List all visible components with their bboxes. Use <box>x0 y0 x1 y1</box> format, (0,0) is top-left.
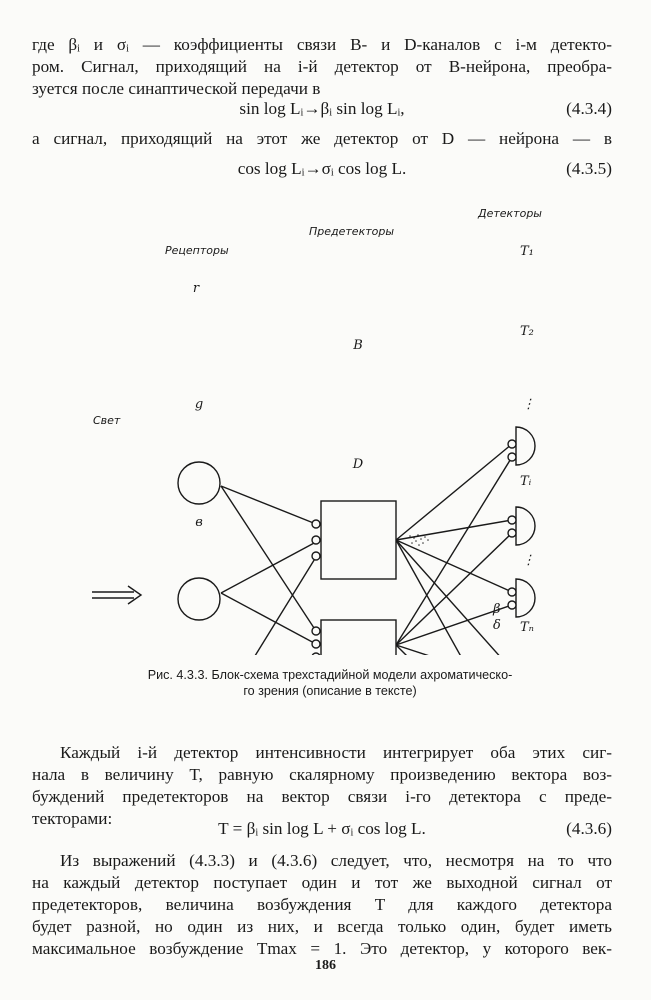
equation-formula: T = βᵢ sin log L + σᵢ cos log L. <box>218 819 426 838</box>
detector-1 <box>508 427 535 465</box>
detector-2 <box>508 507 535 545</box>
connection-line <box>396 444 512 540</box>
receptor-label: g <box>194 397 204 412</box>
page-number: 186 <box>315 958 336 973</box>
detectors-title: Детекторы <box>478 207 542 220</box>
detector-label: Tₙ <box>520 620 534 635</box>
synapse-icon <box>312 536 320 544</box>
text-line: зуется после синаптической передачи в <box>32 79 321 98</box>
receptor-label: в <box>195 515 203 530</box>
legend-delta: δ <box>493 618 501 633</box>
synapse-icon <box>312 520 320 528</box>
receptors-title: Рецепторы <box>165 244 229 257</box>
synapse-icon <box>312 627 320 635</box>
connection-line <box>396 540 512 655</box>
equation-4-3-6 <box>32 818 612 840</box>
text-line: буждений предетекторов на вектор связи i-го детектора с преде- <box>32 787 612 806</box>
equation-4-3-5 <box>32 158 612 180</box>
bottom-paragraph-2 <box>32 850 612 960</box>
top-paragraph <box>32 34 612 100</box>
synapse-icon <box>312 552 320 560</box>
receptor-r <box>178 462 220 504</box>
text-line: на каждый детектор поступает один и тот же выходной сигнал от <box>32 873 612 892</box>
text-line: текторами: <box>32 809 113 828</box>
text-line: ром. Сигнал, приходящий на i-й детектор от B-нейрона, преобра- <box>32 57 612 76</box>
connection-line <box>221 486 316 524</box>
predetector-d-box <box>321 620 396 655</box>
predetector-b-box <box>321 501 396 579</box>
equation-formula: sin log Lᵢ→βᵢ sin log Lᵢ, <box>239 99 405 118</box>
text-line: максимальное возбуждение Tmax = 1. Это детектор, у которого век- <box>32 939 612 958</box>
text-line: будет разной, но один из них, и всегда только один, будет иметь <box>32 917 612 936</box>
detector-label: T₂ <box>520 324 534 339</box>
predetectors-title: Предетекторы <box>309 225 395 238</box>
bottom-paragraph-1 <box>32 742 612 830</box>
receptor-g <box>178 578 220 620</box>
detector-label: ⋮ <box>522 397 535 412</box>
equation-number: (4.3.4) <box>566 99 612 118</box>
detector-label: T₁ <box>520 244 534 259</box>
connection-line <box>396 540 512 592</box>
detector-label: ⋮ <box>522 553 535 568</box>
equation-formula: cos log Lᵢ→σᵢ cos log L. <box>237 159 407 178</box>
detector-label: Tᵢ <box>520 474 532 489</box>
receptor-label: r <box>192 281 200 296</box>
text-line: а сигнал, приходящий на этот же детектор от D — нейрона — в <box>32 129 612 148</box>
text-line: где βᵢ и σᵢ — коэффициенты связи B- и D-каналов с i-м детекто- <box>32 35 612 54</box>
light-label: Свет <box>93 414 121 427</box>
caption-line: го зрения (описание в тексте) <box>243 684 417 698</box>
text-line: Каждый i-й детектор интенсивности интегрирует оба этих сиг- <box>60 743 612 762</box>
text-line: нала в величину T, равную скалярному произведению вектора воз- <box>32 765 612 784</box>
equation-4-3-4 <box>32 98 612 120</box>
caption-line: Рис. 4.3.3. Блок-схема трехстадийной модели ахроматическо- <box>147 668 513 682</box>
synapse-icon <box>312 640 320 648</box>
text-line: Из выражений (4.3.3) и (4.3.6) следует, что, несмотря на то что <box>60 851 612 870</box>
block-diagram-figure <box>0 195 651 655</box>
light-arrow-head <box>128 586 141 604</box>
connection-line <box>396 520 512 540</box>
middle-line <box>32 128 612 150</box>
connection-line <box>396 540 512 655</box>
connection-line <box>221 542 316 593</box>
connection-line <box>221 486 316 631</box>
figure-caption <box>60 667 600 699</box>
connection-line <box>221 557 316 655</box>
synapse-icon <box>312 653 320 655</box>
predetector-label: D <box>352 457 364 472</box>
legend-beta: β <box>493 602 501 617</box>
equation-number: (4.3.6) <box>566 819 612 838</box>
text-line: предетекторов, величина возбуждения T для каждого детектора <box>32 895 612 914</box>
connection-line <box>221 593 316 644</box>
detector-dots-1 <box>508 579 535 617</box>
predetector-label: B <box>353 338 363 353</box>
equation-number: (4.3.5) <box>566 159 612 178</box>
